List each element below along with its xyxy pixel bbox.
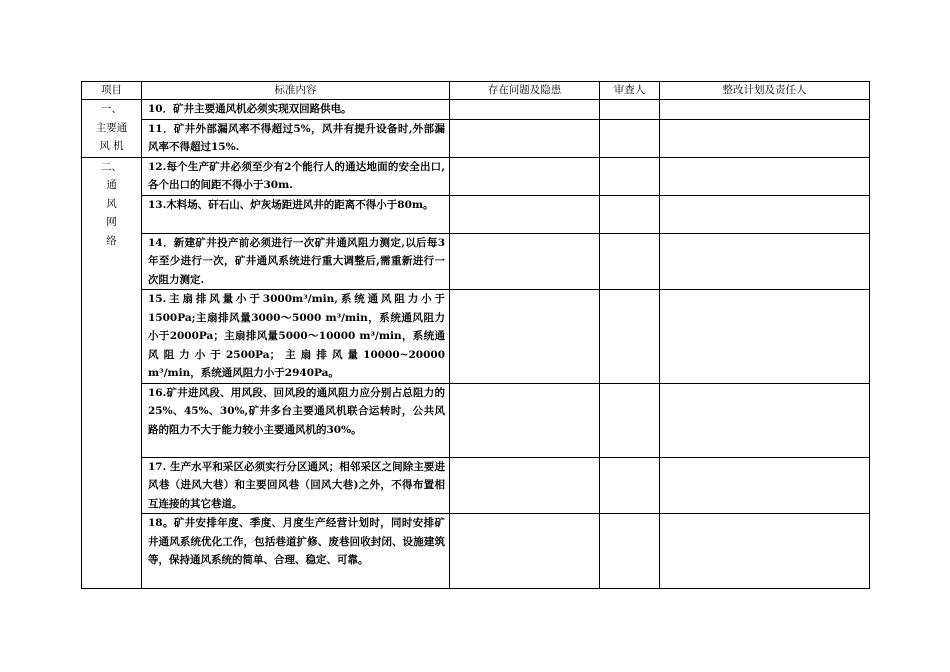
- issues-cell[interactable]: [450, 100, 600, 120]
- reviewer-cell[interactable]: [600, 514, 660, 589]
- reviewer-cell[interactable]: [600, 157, 660, 195]
- reviewer-cell[interactable]: [600, 119, 660, 157]
- plan-cell[interactable]: [660, 514, 870, 589]
- plan-cell[interactable]: [660, 290, 870, 384]
- reviewer-cell[interactable]: [600, 290, 660, 384]
- plan-cell[interactable]: [660, 157, 870, 195]
- standard-item-18: 18。矿井安排年度、季度、月度生产经营计划时，同时安排矿井通风系统优化工作，包括巷道扩修、废巷回收封闭、设施建筑等，保持通风系统的简单、合理、稳定、可靠。: [142, 514, 450, 589]
- category-label: 网: [106, 216, 117, 228]
- issues-cell[interactable]: [450, 233, 600, 290]
- plan-cell[interactable]: [660, 233, 870, 290]
- issues-cell[interactable]: [450, 195, 600, 233]
- standard-item-14: 14．新建矿井投产前必须进行一次矿井通风阻力测定,以后每3年至少进行一次，矿井通风系统进行重大调整后,需重新进行一次阻力测定.: [142, 233, 450, 290]
- standard-item-12: 12.每个生产矿井必须至少有2个能行人的通达地面的安全出口,各个出口的间距不得小于30m.: [142, 157, 450, 195]
- standard-item-13: 13.木料场、矸石山、炉灰场距进风井的距离不得小于80m。: [142, 195, 450, 233]
- header-standard: 标准内容: [142, 82, 450, 100]
- standard-item-10: 10．矿井主要通风机必须实现双回路供电。: [142, 100, 450, 120]
- category-label: 风 机: [99, 140, 124, 152]
- header-project: 项目: [82, 82, 142, 100]
- table-row: [82, 100, 870, 120]
- issues-cell[interactable]: [450, 383, 600, 457]
- header-issues: 存在问题及隐患: [450, 82, 600, 100]
- header-row: [82, 82, 870, 100]
- inspection-sheet: [81, 81, 870, 589]
- category-label: 风: [106, 197, 117, 210]
- category-label: 主要通: [95, 121, 128, 134]
- issues-cell[interactable]: [450, 290, 600, 384]
- category-ventilation-network: [82, 157, 142, 589]
- category-label: 二、: [101, 160, 122, 173]
- category-label: 络: [106, 234, 117, 247]
- category-label: 通: [106, 179, 117, 191]
- standard-item-11: 11．矿井外部漏风率不得超过5%，风井有提升设备时,外部漏风率不得超过15%.: [142, 119, 450, 157]
- table-row: [82, 383, 870, 457]
- plan-cell[interactable]: [660, 100, 870, 120]
- table-row: [82, 457, 870, 514]
- standard-item-16: 16.矿井进风段、用风段、回风段的通风阻力应分别占总阻力的25%、45%、30%,矿井多台主要通风机联合运转时，公共风路的阻力不大于能力较小主要通风机的30%。: [142, 383, 450, 457]
- issues-cell[interactable]: [450, 119, 600, 157]
- header-plan: 整改计划及责任人: [660, 82, 870, 100]
- standard-item-15: 15.主扇排风量小于3000m³/min,系统通风阻力小于1500Pa;主扇排风量3000～5000 m³/min，系统通风阻力小于2000Pa；主扇排风量5000～10000 m³/min，系统通风阻力小于2500Pa；主扇排风量10000~20000 m³/min，系统通风阻力小于2940Pa。: [142, 290, 450, 384]
- header-reviewer: 审查人: [600, 82, 660, 100]
- reviewer-cell[interactable]: [600, 195, 660, 233]
- table-row: [82, 195, 870, 233]
- reviewer-cell[interactable]: [600, 457, 660, 514]
- reviewer-cell[interactable]: [600, 100, 660, 120]
- reviewer-cell[interactable]: [600, 383, 660, 457]
- table-row: [82, 119, 870, 157]
- category-main-fan: [82, 100, 142, 158]
- table-row: [82, 157, 870, 195]
- category-label: 一、: [101, 103, 122, 115]
- plan-cell[interactable]: [660, 195, 870, 233]
- issues-cell[interactable]: [450, 514, 600, 589]
- issues-cell[interactable]: [450, 457, 600, 514]
- plan-cell[interactable]: [660, 457, 870, 514]
- table-row: [82, 290, 870, 384]
- table-row: [82, 514, 870, 589]
- inspection-table: [81, 81, 870, 589]
- plan-cell[interactable]: [660, 119, 870, 157]
- standard-item-17: 17. 生产水平和采区必须实行分区通风；相邻采区之间除主要进风巷（进风大巷）和主要回风巷（回风大巷)之外，不得布置相互连接的其它巷道。: [142, 457, 450, 514]
- plan-cell[interactable]: [660, 383, 870, 457]
- issues-cell[interactable]: [450, 157, 600, 195]
- table-row: [82, 233, 870, 290]
- reviewer-cell[interactable]: [600, 233, 660, 290]
